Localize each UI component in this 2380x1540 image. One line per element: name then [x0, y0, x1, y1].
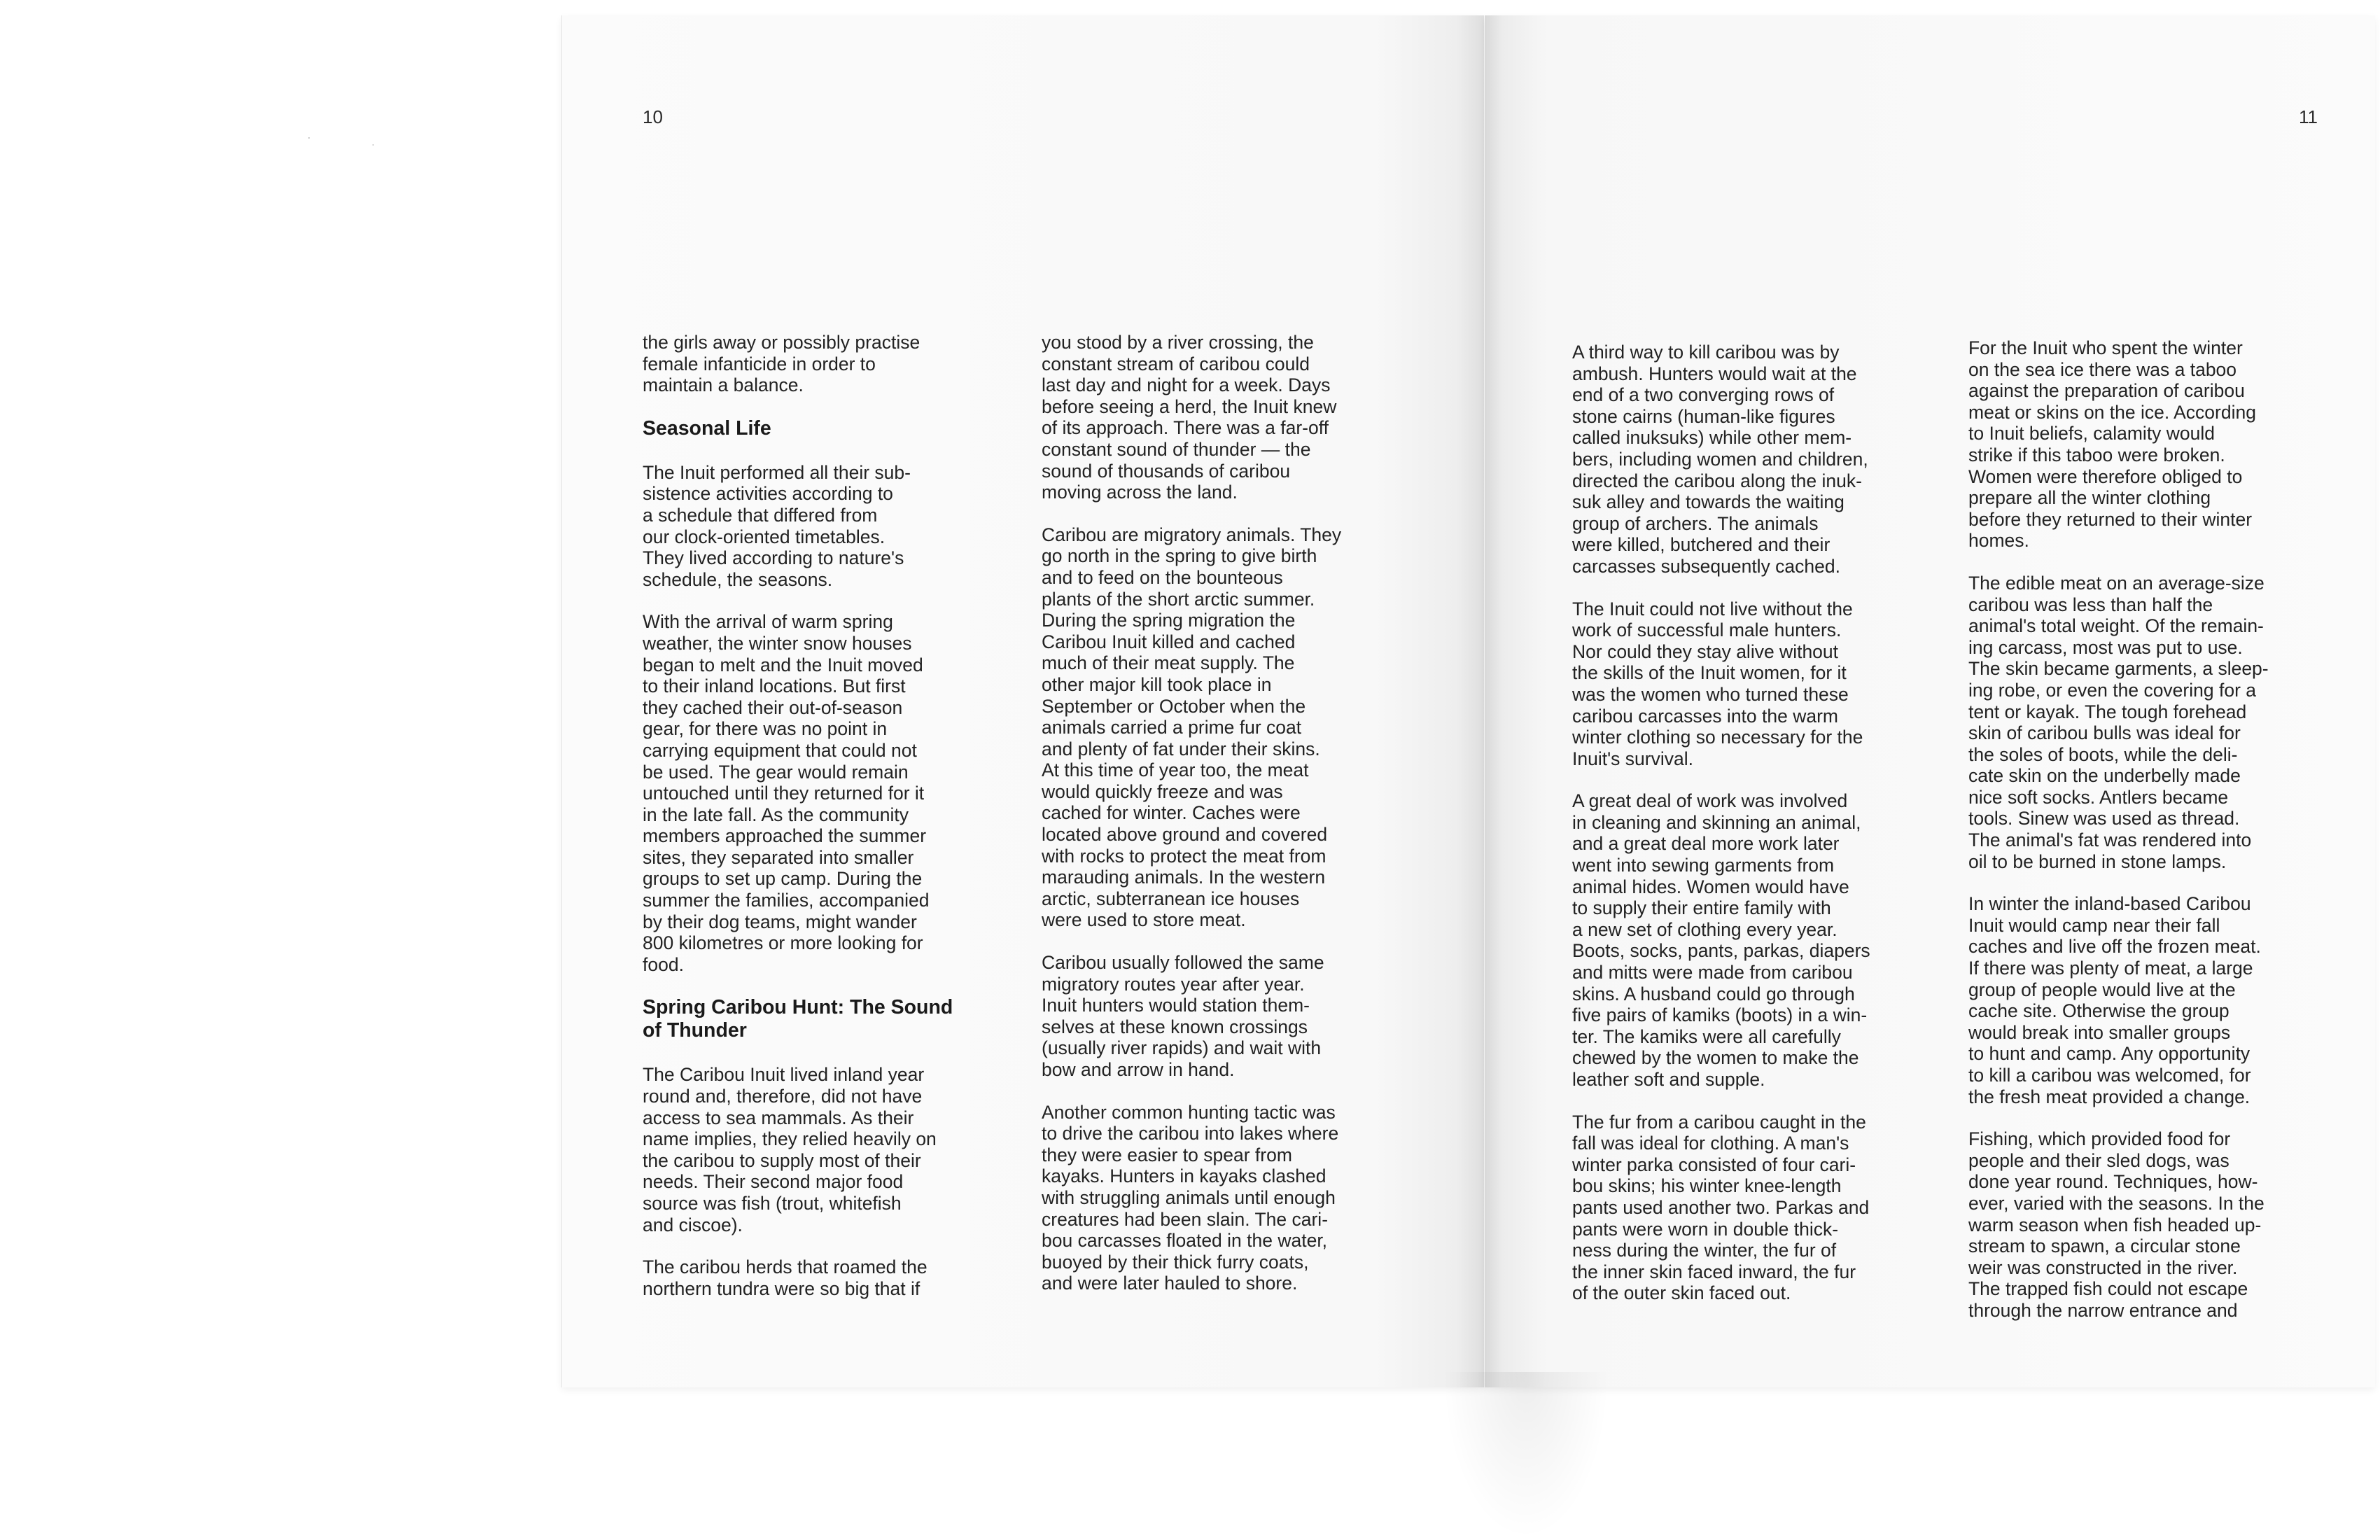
paragraph: Caribou usually followed the same migratory routes year after year. Inuit hunters would station them- selves at these known crossings (usually river rapids) and wait with bow and arrow in hand. — [1042, 952, 1324, 1080]
paragraph: A third way to kill caribou was by ambush. Hunters would wait at the end of a two converging rows of stone cairns (human-like figures called inuksuks) while other mem- bers, including women and children, directed the caribou along the inuk- suk alley and towards the waiting group of archers. The animals were killed, butchered and their carcasses subsequently cached. — [1572, 342, 1868, 577]
paragraph: The Inuit performed all their sub- sistence activities according to a schedule that differed from our clock-oriented timetables. They lived according to nature's schedule, the seasons. — [643, 461, 911, 590]
paragraph: In winter the inland-based Caribou Inuit would camp near their fall caches and live off the frozen meat. If there was plenty of meat, a large group of people would live at the cache site. Otherwise the group would break into smaller groups to hunt and camp. Any opportunity to kill a caribou was welcomed, for the fresh meat provided a change. — [1968, 893, 2261, 1107]
paragraph: the girls away or possibly practise female infanticide in order to maintain a balance. — [643, 332, 920, 396]
left-page-column-1 — [643, 332, 1007, 1320]
right-page-column-2 — [1968, 337, 2332, 1343]
right-page-column-1 — [1572, 342, 1936, 1325]
paragraph: Another common hunting tactic was to drive the caribou into lakes where they were easier to spear from kayaks. Hunters in kayaks clashed with struggling animals until enough creatures had been slain. The cari- bou carcasses floated in the water, buoyed by their thick furry coats, and were later hauled to shore. — [1042, 1101, 1339, 1294]
paragraph: Caribou are migratory animals. They go north in the spring to give birth and to feed on the bounteous plants of the short arctic summer. During the spring migration the Caribou Inuit killed and cached much of their meat supply. The other major kill took place in September or October when the animals carried a prime fur coat and plenty of fat under their skins. At this time of year too, the meat would quickly freeze and was cached for winter. Caches were located above ground and covered with rocks to protect the meat from marauding animals. In the western arctic, subterranean ice houses were used to store meat. — [1042, 524, 1342, 931]
gutter-shadow — [1442, 1372, 1610, 1540]
section-heading: Spring Caribou Hunt: The Sound of Thunder — [643, 996, 953, 1042]
paragraph: A great deal of work was involved in cleaning and skinning an animal, and a great deal more work later went into sewing garments from animal hides. Women would have to supply their entire family with a new set of clothing every year. Boots, socks, pants, parkas, diapers and mitts were made from caribou skins. A husband could go through five pairs of kamiks (boots) in a win- ter. The kamiks were all carefully chewed by the women to make the leather soft and supple. — [1572, 790, 1870, 1090]
page-number-right: 11 — [2299, 106, 2318, 127]
page-number-left: 10 — [643, 106, 663, 127]
paragraph: you stood by a river crossing, the constant stream of caribou could last day and night for a week. Days before seeing a herd, the Inuit knew of its approach. There was a far-off constant sound of thunder — the sound of thousands of caribou moving across the land. — [1042, 332, 1337, 503]
paragraph: The Inuit could not live without the work of successful male hunters. Nor could they stay alive without the skills of the Inuit women, for it was the women who turned these caribou carcasses into the warm winter clothing so necessary for the Inuit's survival. — [1572, 598, 1863, 769]
section-heading: Seasonal Life — [643, 416, 771, 440]
paragraph: The edible meat on an average-size caribou was less than half the animal's total weight. Of the remain- ing carcass, most was put to use. The skin became garments, a sleep- ing robe, or even the covering for a tent or kayak. The tough forehead skin of caribou bulls was ideal for the soles of boots, while the deli- cate skin on the underbelly made nice soft socks. Antlers became tools. Sinew was used as thread. The animal's fat was rendered into oil to be burned in stone lamps. — [1968, 572, 2269, 872]
paragraph: For the Inuit who spent the winter on the sea ice there was a taboo against the preparation of caribou meat or skins on the ice. According to Inuit beliefs, calamity would strike if this taboo were broken. Women were therefore obliged to prepare all the winter clothing before they returned to their winter homes. — [1968, 337, 2256, 552]
paragraph: The caribou herds that roamed the northern tundra were so big that if — [643, 1256, 927, 1299]
left-page-column-2 — [1042, 332, 1406, 1315]
paragraph: The fur from a caribou caught in the fall was ideal for clothing. A man's winter parka consisted of four cari- bou skins; his winter knee-length pants used another two. Parkas and pants were worn in double thick- ness during the winter, the fur of the inner skin faced inward, the fur of the outer skin faced out. — [1572, 1111, 1870, 1304]
paragraph: With the arrival of warm spring weather, the winter snow houses began to melt and the Inuit moved to their inland locations. But first they cached their out-of-season gear, for there was no point in carrying equipment that could not be used. The gear would remain untouched until they returned for it in the late fall. As the community members approached the summer sites, they separated into smaller groups to set up camp. During the summer the families, accompanied by their dog teams, might wander 800 kilometres or more looking for food. — [643, 611, 930, 975]
scan-speck — [372, 144, 374, 146]
paragraph: The Caribou Inuit lived inland year round and, therefore, did not have access to sea mammals. As their name implies, they relied heavily on the caribou to supply most of their needs. Their second major food source was fish (trout, whitefish and ciscoe). — [643, 1064, 937, 1236]
paragraph: Fishing, which provided food for people and their sled dogs, was done year round. Techniques, how- ever, varied with the seasons. In the warm season when fish headed up- stream to spawn, a circular stone weir was constructed in the river. The trapped fish could not escape through the narrow entrance and — [1968, 1128, 2264, 1321]
scan-speck — [308, 137, 310, 139]
